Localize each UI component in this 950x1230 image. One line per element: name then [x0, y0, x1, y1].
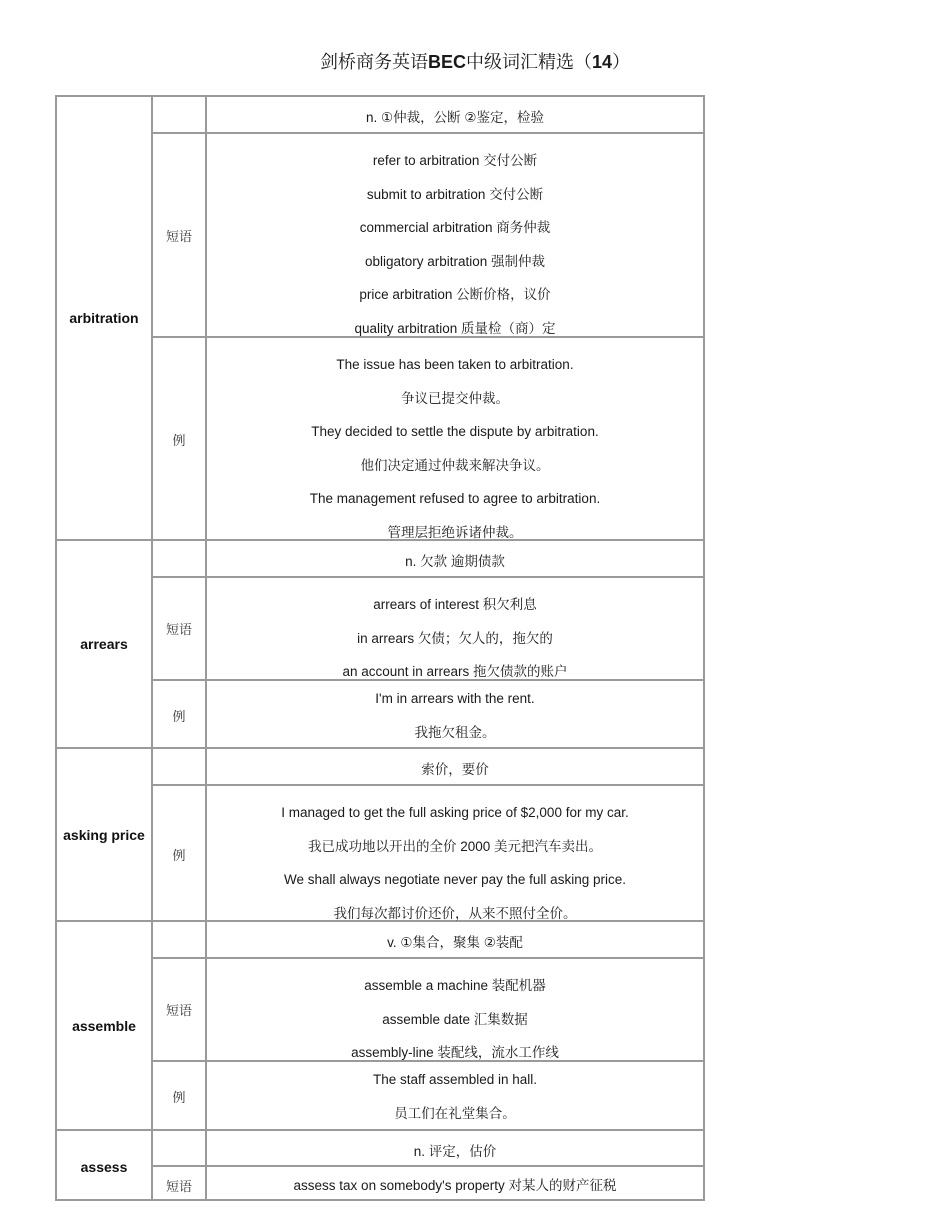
phrase-line: assess tax on somebody's property 对某人的财产征税	[293, 1178, 617, 1193]
definition-row	[153, 97, 703, 134]
title-prefix: 剑桥商务英语	[319, 52, 428, 73]
example-label: 例	[153, 786, 207, 922]
phrase-label: 短语	[153, 959, 207, 1060]
phrase-line: obligatory arbitration 强制仲裁	[364, 253, 546, 269]
label-cell	[153, 541, 207, 576]
definition-row	[153, 541, 703, 578]
definition-text: n. 欠款 逾期债款	[405, 554, 505, 569]
title-middle: 中级词汇精选（	[465, 52, 592, 73]
phrase-row	[153, 1167, 703, 1201]
phrase-row	[153, 959, 703, 1062]
example-line: I managed to get the full asking price of $2,000 for my car.	[281, 805, 629, 820]
phrase-label: 短语	[153, 134, 207, 336]
document-title	[0, 48, 950, 77]
example-line: The issue has been taken to arbitration.	[336, 357, 574, 372]
entry-assemble	[57, 922, 703, 1131]
entry-arbitration	[57, 97, 703, 541]
example-line: 员工们在礼堂集合。	[394, 1105, 516, 1121]
example-row	[153, 681, 703, 749]
entry-asking-price	[57, 749, 703, 922]
phrase-label: 短语	[153, 578, 207, 679]
label-cell	[153, 749, 207, 784]
label-cell	[153, 922, 207, 957]
definition-text: n. 评定，估价	[413, 1144, 497, 1159]
example-row	[153, 338, 703, 541]
phrase-line: arrears of interest 积欠利息	[373, 597, 537, 612]
definition-text: n. ①仲裁，公断 ②鉴定，检验	[366, 110, 544, 125]
phrase-line: commercial arbitration 商务仲裁	[359, 220, 551, 235]
headword: arbitration	[57, 97, 153, 539]
example-row	[153, 786, 703, 922]
example-line: They decided to settle the dispute by arbitration.	[311, 424, 599, 439]
example-row	[153, 1062, 703, 1131]
example-line: 我们每次都讨价还价，从来不照付全价。	[333, 905, 577, 921]
example-line: 他们决定通过仲裁来解决争议。	[360, 457, 550, 473]
definition-row	[153, 922, 703, 959]
phrase-row	[153, 134, 703, 338]
phrase-line: price arbitration 公断价格，议价	[359, 287, 551, 302]
example-line: 管理层拒绝诉诸仲裁。	[387, 524, 523, 540]
entry-assess	[57, 1131, 703, 1201]
example-label: 例	[153, 681, 207, 749]
label-cell	[153, 1131, 207, 1165]
phrase-line: submit to arbitration 交付公断	[366, 186, 544, 202]
vocabulary-table	[55, 95, 705, 1201]
example-line: The staff assembled in hall.	[372, 1072, 538, 1087]
entry-arrears	[57, 541, 703, 749]
example-label: 例	[153, 338, 207, 541]
phrase-row	[153, 578, 703, 681]
headword: assess	[57, 1131, 153, 1201]
headword: asking price	[57, 749, 153, 920]
example-label: 例	[153, 1062, 207, 1131]
phrase-line: assemble date 汇集数据	[382, 1011, 528, 1027]
phrase-line: in arrears 欠债；欠人的，拖欠的	[357, 630, 553, 646]
phrase-line: refer to arbitration 交付公断	[372, 153, 538, 168]
label-cell	[153, 97, 207, 132]
headword: arrears	[57, 541, 153, 747]
example-line: 争议已提交仲裁。	[401, 390, 509, 406]
definition-row	[153, 749, 703, 786]
example-line: 我已成功地以开出的全价 2000 美元把汽车卖出。	[307, 838, 603, 854]
phrase-line: assembly-line 装配线，流水工作线	[351, 1045, 559, 1060]
headword: assemble	[57, 922, 153, 1129]
example-line: I'm in arrears with the rent.	[375, 691, 535, 706]
example-line: We shall always negotiate never pay the full asking price.	[284, 872, 626, 887]
definition-text: v. ①集合，聚集 ②装配	[387, 935, 523, 950]
example-line: 我拖欠租金。	[414, 724, 496, 740]
definition-row	[153, 1131, 703, 1167]
example-line: The management refused to agree to arbitration.	[309, 491, 601, 506]
title-number: 14	[591, 52, 613, 72]
phrase-label: 短语	[153, 1167, 207, 1201]
phrase-line: assemble a machine 装配机器	[364, 978, 546, 993]
title-suffix: ）	[612, 52, 631, 73]
definition-text: 索价，要价	[421, 762, 489, 777]
title-bec: BEC	[427, 52, 466, 72]
phrase-line: an account in arrears 拖欠债款的账户	[342, 664, 568, 679]
phrase-line: quality arbitration 质量检（商）定	[354, 320, 556, 336]
